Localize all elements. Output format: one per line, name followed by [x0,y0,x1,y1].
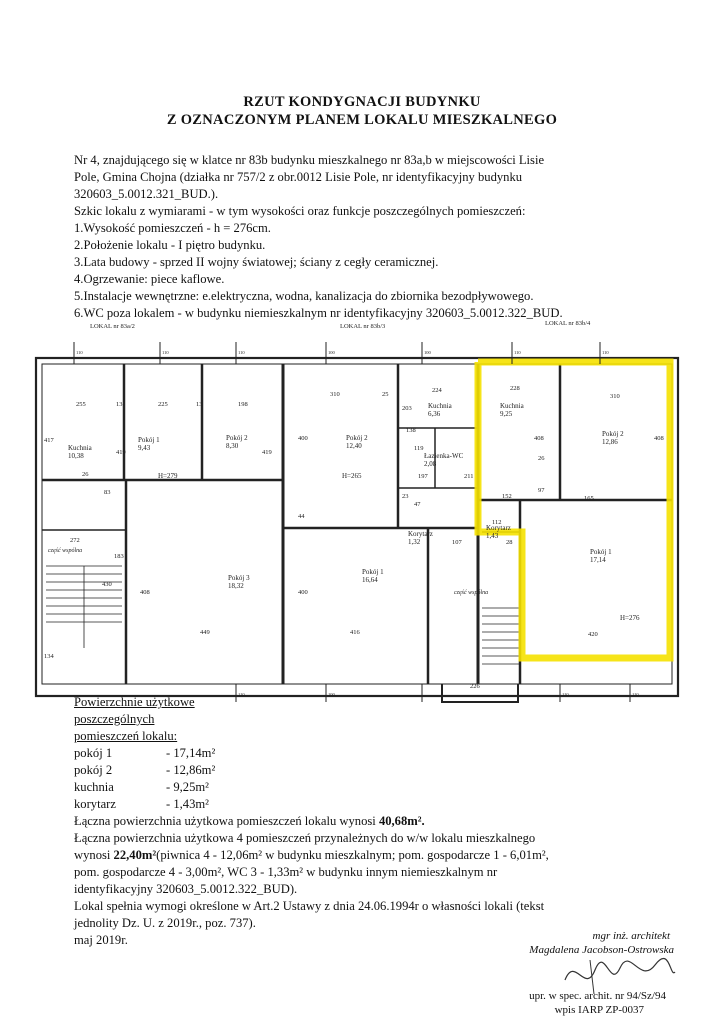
window-markers [74,342,630,702]
room-area: 9,43 [138,444,151,452]
svg-text:110: 110 [514,350,521,355]
svg-text:408: 408 [654,435,664,442]
room-area: 6,36 [428,410,441,418]
svg-text:100: 100 [328,350,335,355]
total-area-value: 40,68m². [378,814,425,828]
svg-text:112: 112 [492,519,502,526]
extra-area-line: wynosi 22,40m²(piwnica 4 - 12,06m² w budynku mieszkalnym; pom. gospodarcze 1 - 6,01m², [74,848,549,862]
room-area: 1,43 [486,532,499,540]
room-area: 12,40 [346,442,362,450]
document-title-line2: Z OZNACZONYM PLANEM LOKALU MIESZKALNEGO [166,112,558,128]
room-label: Korytarz [486,524,511,532]
intro-text [74,152,674,322]
svg-text:255: 255 [76,401,86,408]
svg-text:272: 272 [70,537,80,544]
svg-text:100: 100 [424,350,431,355]
lokal-label: LOKAL nr 83b/4 [545,320,591,327]
room-area: 10,38 [68,452,84,460]
signature-title: mgr inż. architekt [592,930,670,942]
room-area: 8,30 [226,442,239,450]
svg-text:26: 26 [538,455,545,462]
room-labels [48,402,640,622]
svg-text:110: 110 [238,350,245,355]
svg-text:228: 228 [510,385,520,392]
document-title-line1: RZUT KONDYGNACJI BUDYNKU [243,94,481,110]
svg-text:107: 107 [452,539,462,546]
svg-text:310: 310 [330,391,340,398]
svg-text:83: 83 [104,489,111,496]
svg-text:110: 110 [238,692,245,697]
svg-text:26: 26 [82,471,89,478]
lokal-label: LOKAL nr 83b/3 [340,323,386,330]
legal-line: jednolity Dz. U. z 2019r., poz. 737). [74,916,256,930]
svg-text:134: 134 [44,653,54,660]
room-area: 18,32 [228,582,244,590]
height-label: H=279 [158,472,178,480]
svg-text:419: 419 [262,449,272,456]
svg-text:97: 97 [538,487,545,494]
svg-text:197: 197 [418,473,428,480]
svg-text:420: 420 [588,631,598,638]
room-label: Pokój 1 [138,436,160,444]
intro-line: 1.Wysokość pomieszczeń - h = 276cm. [74,221,271,235]
lokal-label: LOKAL nr 83a/2 [90,323,135,330]
svg-text:408: 408 [534,435,544,442]
room-area: 17,14 [590,556,606,564]
areas-heading: pomieszczeń lokalu: [74,729,178,743]
svg-text:110: 110 [632,692,639,697]
svg-text:110: 110 [602,350,609,355]
area-summary [74,694,674,949]
room-label: Pokój 3 [228,574,250,582]
svg-text:23: 23 [402,493,409,500]
extra-area-line: pom. gospodarcze 4 - 3,00m², WC 3 - 1,33m² w budynku innym niemieszkalnym nr [74,865,498,879]
svg-text:165: 165 [584,495,594,502]
svg-text:13: 13 [196,401,203,408]
svg-text:138: 138 [406,427,416,434]
inner-wall-line [42,364,672,684]
intro-line: Nr 4, znajdującego się w klatce nr 83b budynku mieszkalnego nr 83a,b w miejscowości Lisie [74,153,545,167]
svg-text:183: 183 [114,553,124,560]
svg-text:152: 152 [502,493,512,500]
handwritten-signature [560,950,680,1000]
areas-heading: Powierzchnie użytkowe [74,695,195,709]
svg-text:400: 400 [298,435,308,442]
staircase [482,608,520,664]
height-label: H=276 [620,614,640,622]
intro-line: 4.Ogrzewanie: piece kaflowe. [74,272,225,286]
svg-text:408: 408 [140,589,150,596]
svg-text:44: 44 [298,513,305,520]
area-row: pokój 1 - 17,14m² [74,746,216,760]
svg-text:400: 400 [298,589,308,596]
areas-heading: poszczególnych [74,712,155,726]
intro-line: Pole, Gmina Chojna (działka nr 757/2 z obr.0012 Lisie Pole, nr identyfikacyjny budynku [74,170,523,184]
svg-text:224: 224 [432,387,442,394]
room-label: Pokój 1 [362,568,384,576]
intro-line: 3.Lata budowy - sprzed II wojny światowej; ściany z cegły ceramicznej. [74,255,439,269]
signature-license: upr. w spec. archit. nr 94/Sz/94 [529,990,666,1002]
svg-text:100: 100 [328,692,335,697]
svg-text:47: 47 [414,501,421,508]
dimensions [44,385,664,690]
room-label: Pokój 2 [226,434,248,442]
intro-line: Szkic lokalu z wymiarami - w tym wysokości oraz funkcje poszczególnych pomieszczeń: [74,204,526,218]
signature-name: Magdalena Jacobson-Ostrowska [529,944,674,956]
svg-text:203: 203 [402,405,412,412]
room-label: Pokój 1 [590,548,612,556]
svg-text:226: 226 [470,683,480,690]
room-area: 1,32 [408,538,421,546]
room-label: Kuchnia [500,402,524,410]
svg-text:25: 25 [382,391,389,398]
document-date: maj 2019r. [74,933,128,947]
svg-text:211: 211 [464,473,474,480]
legal-line: Lokal spełnia wymogi określone w Art.2 Ustawy z dnia 24.06.1994r o własności lokali (tekst [74,899,545,913]
extra-area-line: Łączna powierzchnia użytkowa 4 pomieszczeń przynależnych do w/w lokalu mieszkalnego [74,831,536,845]
signature-registry: wpis IARP ZP-0037 [554,1004,644,1016]
shared-area-label: część wspólna [48,548,83,554]
room-label: Kuchnia [428,402,452,410]
height-label: H=265 [342,472,362,480]
svg-text:28: 28 [506,539,513,546]
room-label: Kuchnia [68,444,92,452]
svg-text:416: 416 [350,629,360,636]
area-row: korytarz - 1,43m² [74,797,209,811]
shared-area-label: część wspólna [454,590,489,596]
svg-text:110: 110 [76,350,83,355]
room-area: 12,86 [602,438,618,446]
svg-text:430: 430 [102,581,112,588]
svg-text:198: 198 [238,401,248,408]
intro-line: 320603_5.0012.321_BUD.). [74,187,219,201]
svg-text:110: 110 [562,692,569,697]
extra-area-line: identyfikacyjny 320603_5.0012.322_BUD). [74,882,298,896]
intro-line: 2.Położenie lokalu - I piętro budynku. [74,238,266,252]
staircase [46,566,122,648]
svg-text:449: 449 [200,629,210,636]
area-row: kuchnia - 9,25m² [74,780,209,794]
room-area: 9,25 [500,410,513,418]
room-label: Pokój 2 [602,430,624,438]
svg-text:119: 119 [414,445,424,452]
intro-line: 6.WC poza lokalem - w budynku niemieszkalnym nr identyfikacyjny 320603_5.0012.322_BUD. [74,306,563,320]
room-area: 16,64 [362,576,378,584]
svg-text:417: 417 [44,437,54,444]
room-area: 2,08 [424,460,437,468]
intro-line: 5.Instalacje wewnętrzne: e.elektryczna, wodna, kanalizacja do zbiornika bezodpływowego. [74,289,534,303]
svg-text:13: 13 [116,401,123,408]
total-area-line: Łączna powierzchnia użytkowa pomieszczeń lokalu wynosi 40,68m². [74,814,425,828]
svg-text:310: 310 [610,393,620,400]
svg-text:419: 419 [116,449,126,456]
room-label: Pokój 2 [346,434,368,442]
svg-text:225: 225 [158,401,168,408]
room-label: Korytarz [408,530,433,538]
room-label: Łazienka-WC [424,452,464,460]
area-row: pokój 2 - 12,86m² [74,763,216,777]
svg-text:110: 110 [162,350,169,355]
floor-plan [30,318,690,708]
